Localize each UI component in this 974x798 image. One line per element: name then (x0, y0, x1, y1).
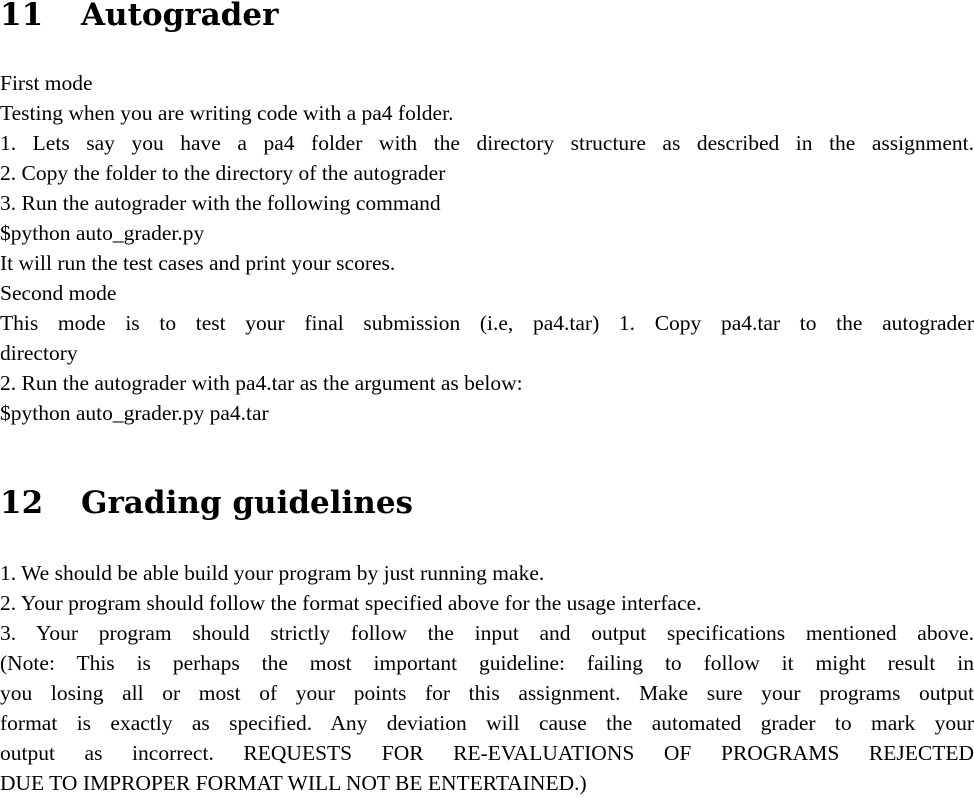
paragraph-line: Testing when you are writing code with a pa4 folder. (0, 101, 454, 125)
paragraph-line: 2. Run the autograder with pa4.tar as the argument as below: (0, 371, 523, 395)
section-title: Grading guidelines (81, 485, 414, 521)
section-number: 12 (0, 485, 44, 521)
paragraph-line: This mode is to test your final submission (i.e, pa4.tar) 1. Copy pa4.tar to the autograder (0, 311, 974, 335)
section-heading-grading-guidelines (0, 485, 414, 521)
command-line: $python auto_grader.py pa4.tar (0, 401, 269, 425)
guideline-line: 2. Your program should follow the format specified above for the usage interface. (0, 591, 702, 615)
paragraph-line: directory (0, 341, 78, 365)
guideline-line: you losing all or most of your points for this assignment. Make sure your programs output (0, 681, 974, 705)
guideline-line: DUE TO IMPROPER FORMAT WILL NOT BE ENTERTAINED.) (0, 771, 587, 795)
paragraph-line: 3. Run the autograder with the following command (0, 191, 441, 215)
section-heading-autograder (0, 0, 278, 31)
command-line: $python auto_grader.py (0, 221, 205, 245)
guideline-line: format is exactly as specified. Any deviation will cause the automated grader to mark your (0, 711, 974, 735)
guideline-line: (Note: This is perhaps the most important guideline: failing to follow it might result in (0, 651, 974, 675)
guideline-line: 3. Your program should strictly follow the input and output specifications mentioned above. (0, 621, 974, 645)
paragraph-line: 1. Lets say you have a pa4 folder with the directory structure as described in the assignment. (0, 131, 974, 155)
guideline-line: output as incorrect. REQUESTS FOR RE-EVALUATIONS OF PROGRAMS REJECTED (0, 741, 974, 765)
section-number: 11 (0, 0, 44, 33)
guideline-line: 1. We should be able build your program by just running make. (0, 561, 545, 585)
paragraph-line: It will run the test cases and print your scores. (0, 251, 396, 275)
paragraph-line: Second mode (0, 281, 117, 305)
section-title: Autograder (81, 0, 279, 33)
paragraph-line: First mode (0, 71, 93, 95)
paragraph-line: 2. Copy the folder to the directory of the autograder (0, 161, 446, 185)
